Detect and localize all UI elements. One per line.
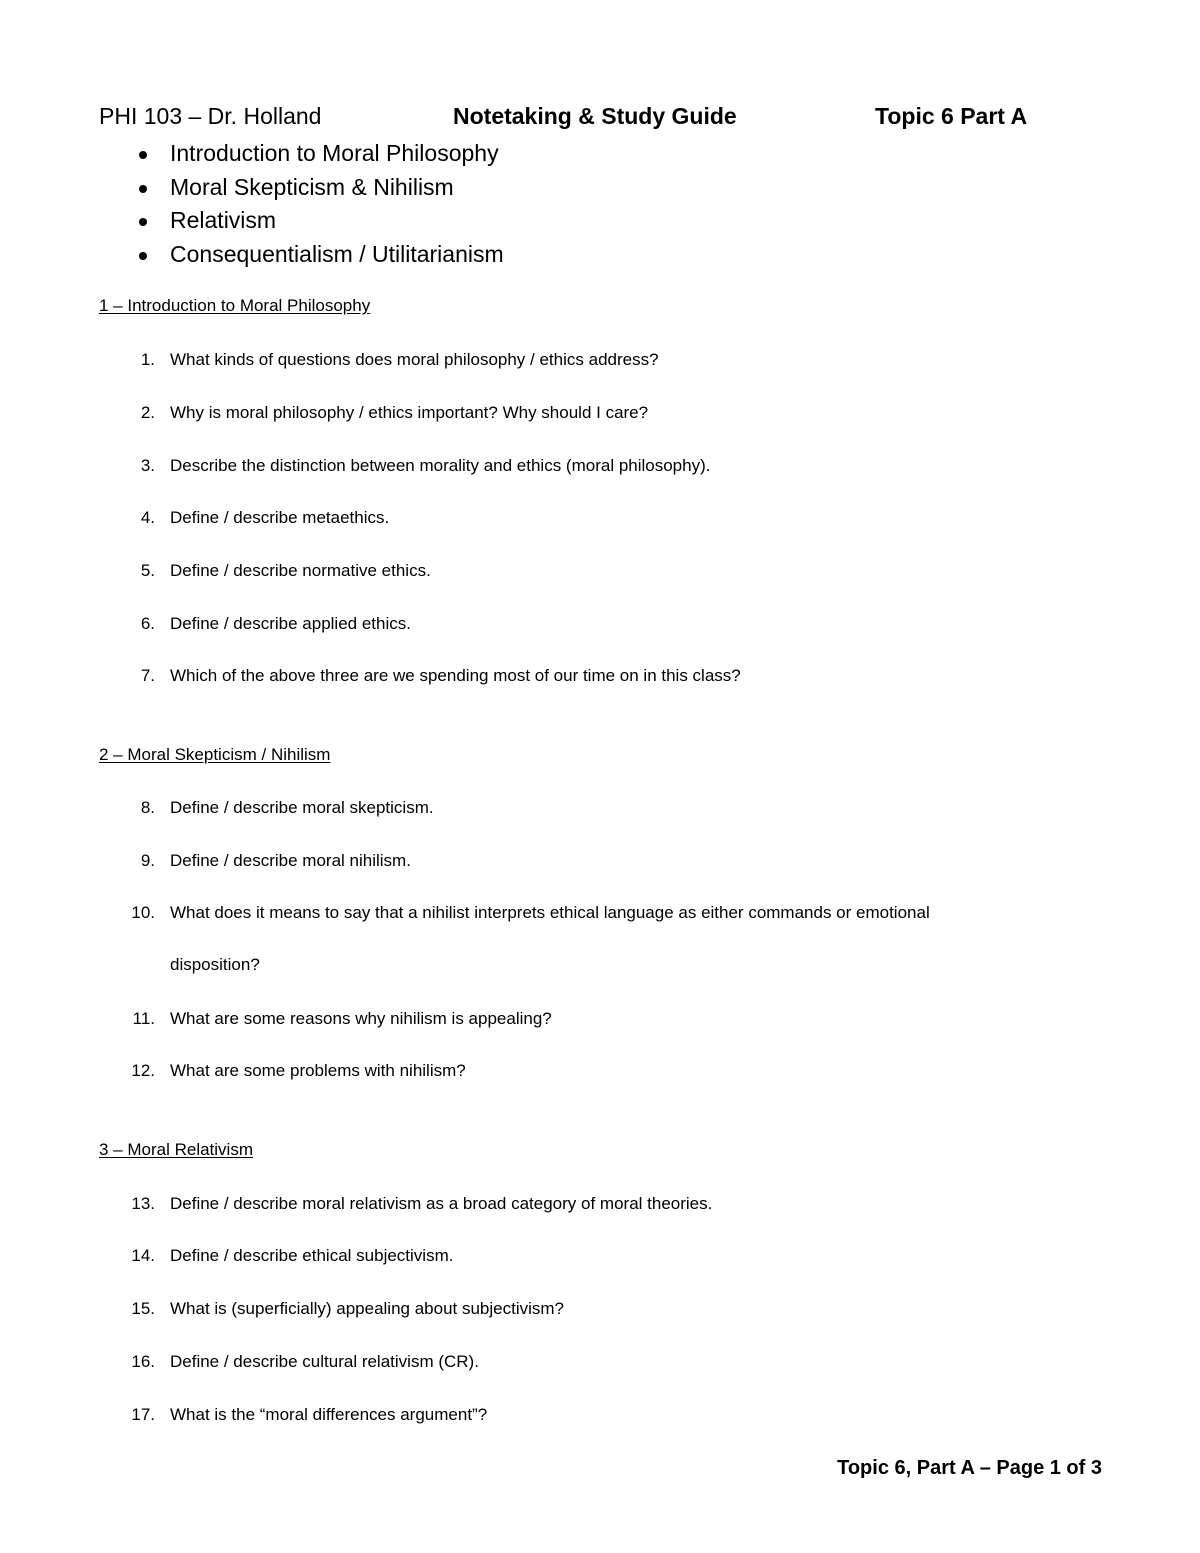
list-item: Consequentialism / Utilitarianism <box>130 238 504 272</box>
document-page: PHI 103 – Dr. Holland Notetaking & Study Guide Topic 6 Part A Introduction to Moral Philosophy Moral Skepticism & Nihilism Relativism Consequentialism / Utilitarianism 1 – Introduction to Moral Philosophy 1. What kinds of questions does moral philosophy / ethics address? 2. Why is moral philosophy / ethics important? Why should I care? 3. Describe the distinction between morality and ethics (moral philosophy). 4. Define / describe metaethics. 5. Define / describe normative ethics. 6. Define / describe applied ethics. 7. Which of the above three are we spending most of our time on in this class? 2 – Moral Skepticism / Nihilism 8. Define / describe moral skepticism. 9. Define / describe moral nihilism. 10. What does it means to say that a nihilist interprets ethical language as either commands or emotional disposition? 11. What are some reasons why nihilism is appealing? 12. What are some problems with nihilism? 3 – Moral Relativism 13. Define / describe moral relativism as a broad category of moral theories. 14. Define / describe ethical subjectivism. 15. What is (superficially) appealing about subjectivism? 16. Define / describe cultural relativism (CR). 17. What is the “moral differences argument”? Topic 6, Part A – Page 1 of 3 <box>0 0 1200 1553</box>
list-item: Moral Skepticism & Nihilism <box>130 171 504 205</box>
bullet-icon <box>139 151 147 159</box>
section-title-nihilism: 2 – Moral Skepticism / Nihilism <box>99 745 331 764</box>
document-title: Notetaking & Study Guide <box>453 103 737 129</box>
bullet-icon <box>139 218 147 226</box>
section-title-intro: 1 – Introduction to Moral Philosophy <box>99 296 371 315</box>
bullet-icon <box>139 185 147 193</box>
bullet-icon <box>139 252 147 260</box>
topic-overview-list <box>130 137 504 271</box>
list-item: Relativism <box>130 204 504 238</box>
section-title-relativism: 3 – Moral Relativism <box>99 1140 253 1159</box>
course-label: PHI 103 – Dr. Holland <box>99 103 322 129</box>
page-footer: Topic 6, Part A – Page 1 of 3 <box>837 1457 1102 1479</box>
list-item: Introduction to Moral Philosophy <box>130 137 504 171</box>
page-header <box>0 103 1200 133</box>
topic-label: Topic 6 Part A <box>875 103 1028 129</box>
